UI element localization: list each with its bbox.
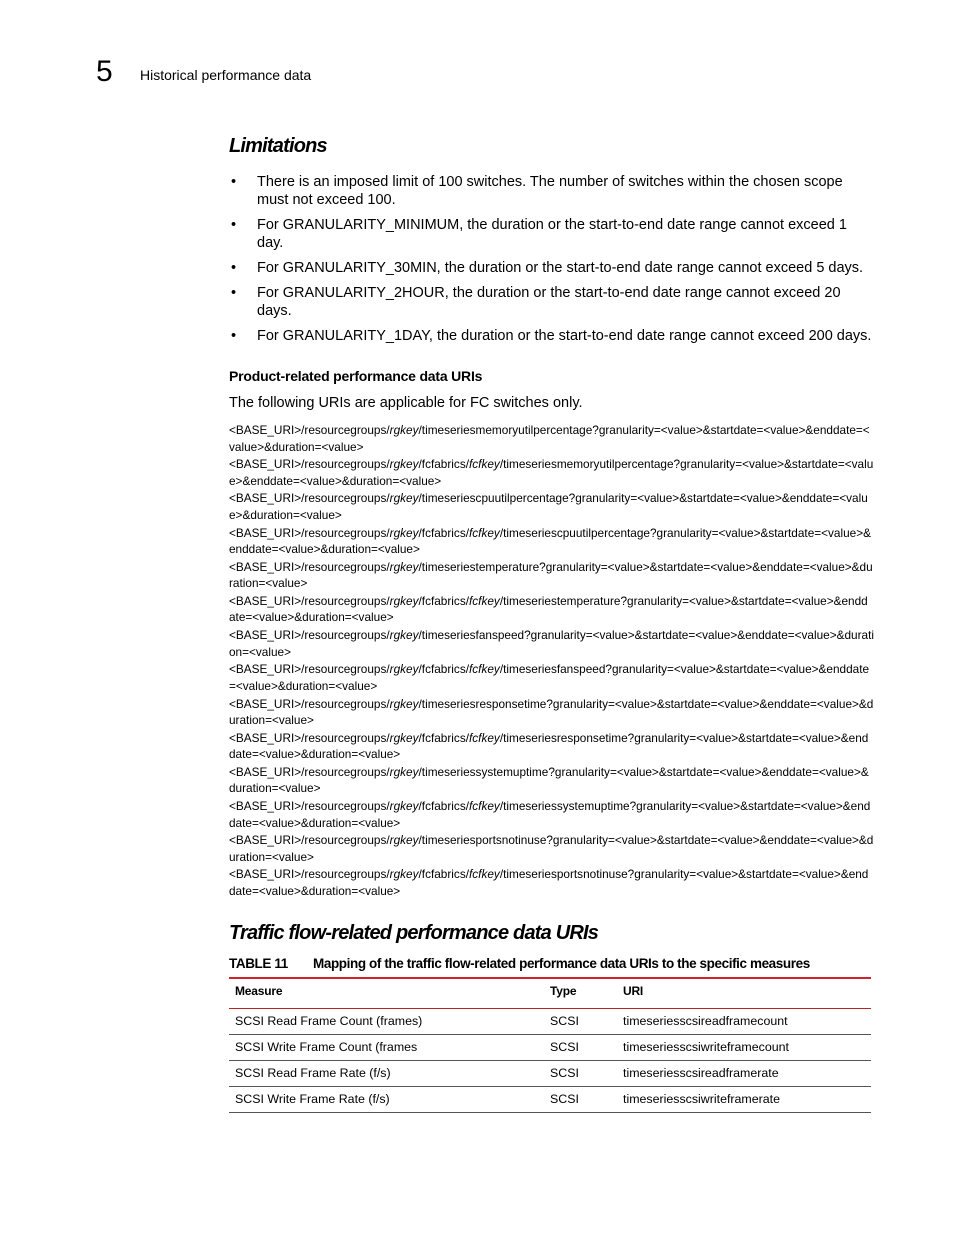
- table-label: TABLE 11: [229, 956, 288, 971]
- uri-segment: /timeseriesportsnotinuse?granularity=<value>&startdate=<value>&enddate=<value>&duration=<value>: [229, 833, 874, 864]
- uri-segment: /fcfabrics/: [418, 867, 469, 882]
- uri-key: rgkey: [389, 559, 419, 574]
- list-item-text: There is an imposed limit of 100 switches. The number of switches within the chosen scope must not exceed 100.: [257, 174, 843, 208]
- uri-key: rgkey: [389, 628, 419, 643]
- table-cell: SCSI: [544, 1009, 617, 1035]
- table-cell: timeseriesscsiwriteframerate: [617, 1087, 871, 1113]
- uri-segment: /timeseriescpuutilpercentage?granularity=<value>&startdate=<value>&enddate=<value>&duration=<value>: [229, 491, 868, 522]
- uri-segment: /timeseriesfanspeed?granularity=<value>&startdate=<value>&enddate=<value>&duration=<value>: [229, 628, 874, 659]
- table-cell: timeseriesscsiwriteframecount: [617, 1035, 871, 1061]
- list-item-text: For GRANULARITY_1DAY, the duration or the start-to-end date range cannot exceed 200 days.: [257, 328, 872, 344]
- bullet-icon: •: [231, 217, 237, 233]
- uri-segment: /timeseriesresponsetime?granularity=<value>&startdate=<value>&enddate=<value>&duration=<value>: [229, 730, 869, 762]
- table-cell: timeseriesscsireadframecount: [617, 1009, 871, 1035]
- list-item: [229, 259, 874, 277]
- uri-key: rgkey: [389, 764, 419, 779]
- table-cell: SCSI Read Frame Count (frames): [229, 1009, 544, 1035]
- list-item: [229, 327, 874, 345]
- uri-key: rgkey: [389, 696, 419, 711]
- uri-segment: /timeseriescpuutilpercentage?granularity=<value>&startdate=<value>&enddate=<value>&duration=<value>: [229, 525, 871, 557]
- table-cell: SCSI: [544, 1035, 617, 1061]
- table-cell: SCSI Read Frame Rate (f/s): [229, 1061, 544, 1087]
- uri-segment: /timeseriessystemuptime?granularity=<value>&startdate=<value>&enddate=<value>&duration=<value>: [229, 799, 871, 830]
- uri-segment: <BASE_URI>/resourcegroups/: [229, 457, 390, 472]
- uri-segment: <BASE_URI>/resourcegroups/: [229, 593, 390, 608]
- uri-key: rgkey: [389, 799, 419, 814]
- uri-segment: /timeseriestemperature?granularity=<value>&startdate=<value>&enddate=<value>&duration=<value>: [229, 559, 873, 591]
- uri-line: [229, 866, 874, 899]
- list-item: [229, 173, 874, 209]
- uri-key: fcfkey: [469, 593, 500, 608]
- uri-segment: /fcfabrics/: [418, 525, 469, 540]
- uri-line: [229, 627, 874, 660]
- uri-key: rgkey: [389, 730, 419, 745]
- uri-key: fcfkey: [469, 730, 500, 745]
- uri-key: rgkey: [389, 867, 419, 882]
- chapter-number: 5: [96, 55, 113, 88]
- table-header-row: [229, 978, 871, 1009]
- table-row: [229, 1035, 871, 1061]
- traffic-heading: Traffic flow-related performance data URIs: [229, 922, 599, 944]
- uri-line: [229, 490, 874, 523]
- table-row: [229, 1061, 871, 1087]
- uri-key: rgkey: [389, 457, 419, 472]
- table-row: [229, 1009, 871, 1035]
- uri-segment: <BASE_URI>/resourcegroups/: [229, 423, 390, 437]
- list-item-text: For GRANULARITY_30MIN, the duration or the start-to-end date range cannot exceed 5 days.: [257, 260, 864, 276]
- table-cell: timeseriesscsireadframerate: [617, 1061, 871, 1087]
- table-caption: [229, 955, 810, 973]
- product-heading: Product-related performance data URIs: [229, 368, 483, 384]
- column-header: Type: [544, 978, 617, 1009]
- uri-segment: <BASE_URI>/resourcegroups/: [229, 628, 390, 643]
- uri-segment: /timeseriesfanspeed?granularity=<value>&startdate=<value>&enddate=<value>&duration=<value>: [229, 662, 870, 693]
- uri-key: rgkey: [389, 423, 419, 437]
- bullet-icon: •: [231, 260, 237, 276]
- uri-line: [229, 696, 874, 729]
- column-header: URI: [617, 978, 871, 1009]
- table-cell: SCSI: [544, 1061, 617, 1087]
- uri-segment: <BASE_URI>/resourcegroups/: [229, 696, 390, 711]
- uri-line: [229, 832, 874, 865]
- list-item: [229, 284, 874, 320]
- uri-segment: <BASE_URI>/resourcegroups/: [229, 525, 390, 540]
- uri-segment: /fcfabrics/: [418, 593, 469, 608]
- uri-list: [229, 422, 874, 901]
- uri-segment: /timeseriesmemoryutilpercentage?granularity=<value>&startdate=<value>&enddate=<value>&duration=<value>: [229, 423, 870, 454]
- uri-segment: <BASE_URI>/resourcegroups/: [229, 491, 390, 506]
- uri-line: [229, 456, 874, 489]
- uri-key: rgkey: [389, 491, 419, 506]
- uri-segment: <BASE_URI>/resourcegroups/: [229, 867, 390, 882]
- table-cell: SCSI Write Frame Rate (f/s): [229, 1087, 544, 1113]
- bullet-icon: •: [231, 174, 237, 190]
- uri-line: [229, 661, 874, 694]
- uri-mapping-table: [229, 977, 871, 1113]
- bullet-icon: •: [231, 328, 237, 344]
- table-row: [229, 1087, 871, 1113]
- uri-segment: /fcfabrics/: [418, 662, 469, 677]
- uri-line: [229, 593, 874, 626]
- uri-segment: /timeseriestemperature?granularity=<value>&startdate=<value>&enddate=<value>&duration=<value>: [229, 593, 868, 625]
- list-item: [229, 216, 874, 252]
- uri-line: [229, 559, 874, 592]
- uri-key: rgkey: [389, 833, 419, 848]
- uri-segment: <BASE_URI>/resourcegroups/: [229, 559, 390, 574]
- uri-line: [229, 422, 874, 455]
- uri-key: fcfkey: [469, 799, 500, 814]
- column-header: Measure: [229, 978, 544, 1009]
- uri-segment: /timeseriessystemuptime?granularity=<value>&startdate=<value>&enddate=<value>&duration=<value>: [229, 764, 869, 796]
- table-caption-text: Mapping of the traffic flow-related performance data URIs to the specific measures: [313, 956, 810, 971]
- limitations-list: [229, 173, 874, 352]
- uri-line: [229, 798, 874, 831]
- uri-segment: /fcfabrics/: [418, 799, 469, 814]
- uri-line: [229, 730, 874, 763]
- bullet-icon: •: [231, 285, 237, 301]
- uri-key: fcfkey: [469, 662, 500, 677]
- uri-segment: /timeseriesresponsetime?granularity=<value>&startdate=<value>&enddate=<value>&duration=<value>: [229, 696, 874, 727]
- chapter-title: Historical performance data: [140, 67, 312, 83]
- uri-segment: /timeseriesportsnotinuse?granularity=<value>&startdate=<value>&enddate=<value>&duration=<value>: [229, 867, 869, 898]
- uri-key: rgkey: [389, 662, 419, 677]
- uri-key: rgkey: [389, 525, 419, 540]
- uri-segment: <BASE_URI>/resourcegroups/: [229, 764, 390, 779]
- list-item-text: For GRANULARITY_2HOUR, the duration or the start-to-end date range cannot exceed 20 days.: [257, 285, 841, 319]
- uri-key: rgkey: [389, 593, 419, 608]
- list-item-text: For GRANULARITY_MINIMUM, the duration or the start-to-end date range cannot exceed 1 day.: [257, 217, 847, 251]
- uri-segment: /timeseriesmemoryutilpercentage?granularity=<value>&startdate=<value>&enddate=<value>&duration=<value>: [229, 457, 874, 488]
- uri-segment: <BASE_URI>/resourcegroups/: [229, 730, 390, 745]
- uri-key: fcfkey: [469, 867, 500, 882]
- uri-key: fcfkey: [469, 457, 500, 472]
- uri-segment: /fcfabrics/: [418, 457, 469, 472]
- uri-line: [229, 764, 874, 797]
- product-intro: The following URIs are applicable for FC switches only.: [229, 395, 583, 411]
- uri-segment: <BASE_URI>/resourcegroups/: [229, 833, 390, 848]
- uri-segment: <BASE_URI>/resourcegroups/: [229, 799, 390, 814]
- uri-line: [229, 525, 874, 558]
- limitations-heading: Limitations: [229, 135, 327, 157]
- uri-segment: /fcfabrics/: [418, 730, 469, 745]
- uri-key: fcfkey: [469, 525, 500, 540]
- table-cell: SCSI Write Frame Count (frames: [229, 1035, 544, 1061]
- table-cell: SCSI: [544, 1087, 617, 1113]
- uri-segment: <BASE_URI>/resourcegroups/: [229, 662, 390, 677]
